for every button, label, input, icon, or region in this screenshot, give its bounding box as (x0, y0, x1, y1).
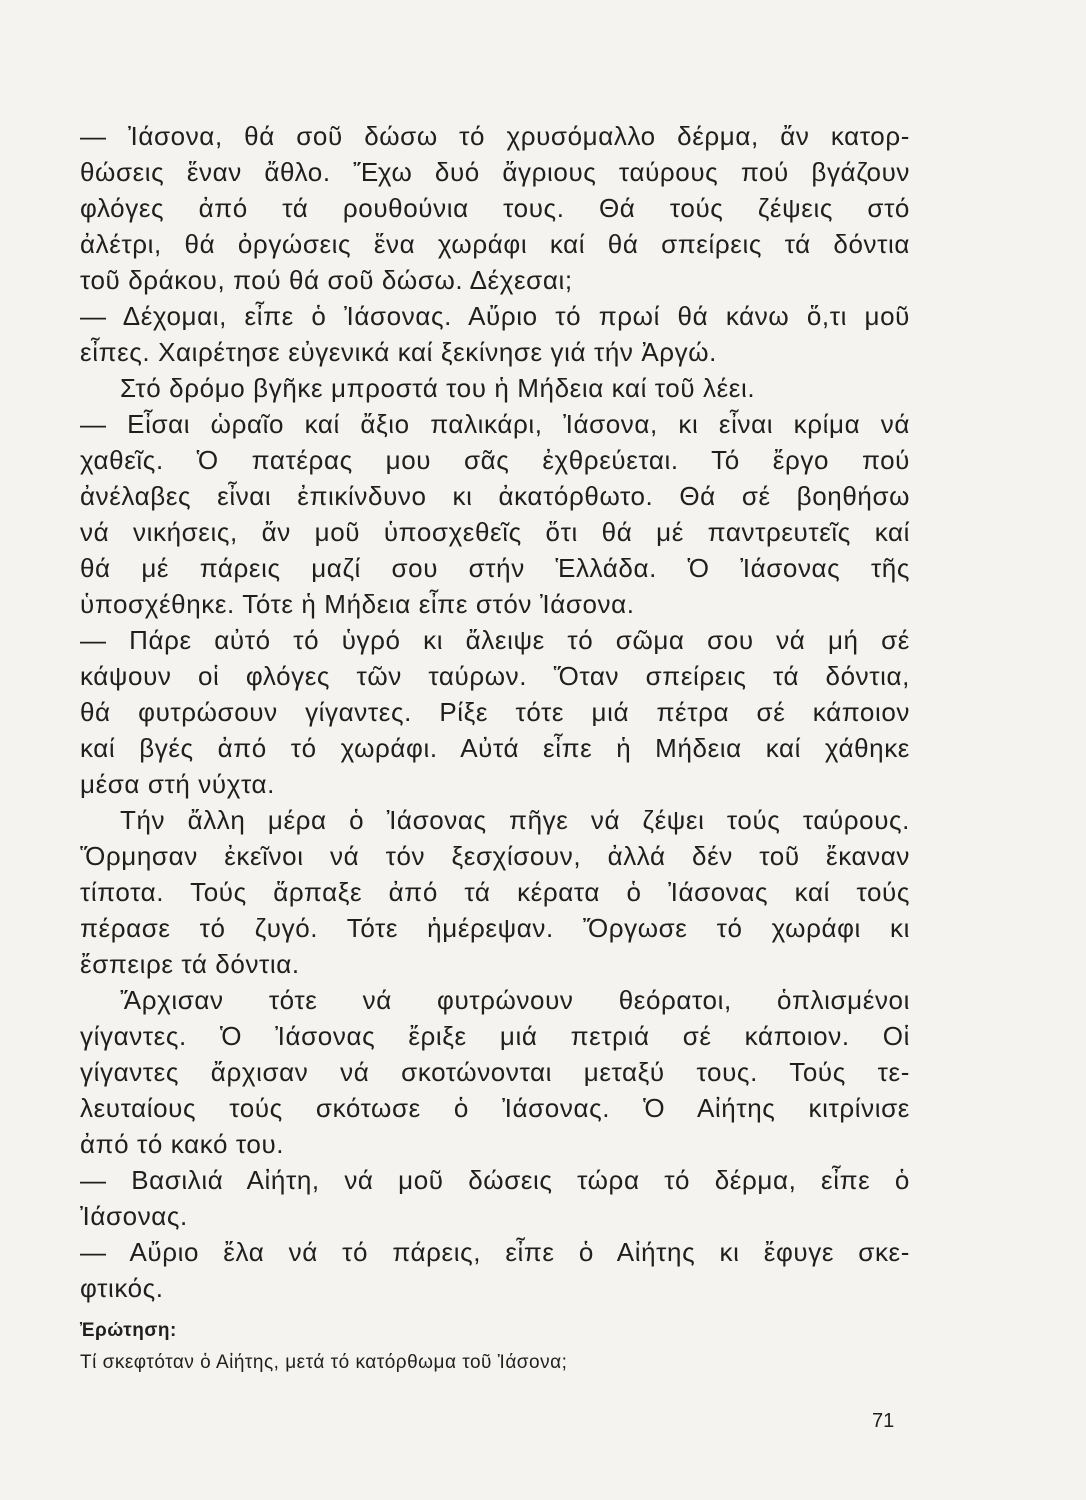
text-line: χαθεῖς. Ὁ πατέρας μου σᾶς ἐχθρεύεται. Τό ἔργο πού (80, 445, 910, 475)
text-line: Ὅρμησαν ἐκεῖνοι νά τόν ξεσχίσουν, ἀλλά δέν τοῦ ἔκαναν (80, 841, 910, 871)
text-line: μέσα στή νύχτα. (80, 769, 275, 799)
text-line: Στό δρόμο βγῆκε μπροστά του ἡ Μήδεια καί τοῦ λέει. (120, 373, 756, 403)
text-line: λευταίους τούς σκότωσε ὁ Ἰάσονας. Ὁ Αἰήτης κιτρίνισε (80, 1093, 910, 1123)
text-line: — Ἰάσονα, θά σοῦ δώσω τό χρυσόμαλλο δέρμα, ἄν κατορ- (80, 121, 910, 151)
text-line: ἀπό τό κακό του. (80, 1129, 285, 1159)
question-label: Ἐρώτηση: (80, 1320, 177, 1341)
page-number: 71 (872, 1410, 895, 1432)
text-line: — Βασιλιά Αἰήτη, νά μοῦ δώσεις τώρα τό δέρμα, εἶπε ὁ (80, 1165, 910, 1195)
text-line: τοῦ δράκου, πού θά σοῦ δώσω. Δέχεσαι; (80, 265, 573, 295)
text-line: — Αὔριο ἔλα νά τό πάρεις, εἶπε ὁ Αἰήτης κι ἔφυγε σκε- (80, 1237, 910, 1267)
text-line: πέρασε τό ζυγό. Τότε ἡμέρεψαν. Ὄργωσε τό χωράφι κι (80, 913, 910, 943)
text-line: θώσεις ἕναν ἄθλο. Ἔχω δυό ἄγριους ταύρους πού βγάζουν (80, 157, 910, 187)
text-line: Τήν ἄλλη μέρα ὁ Ἰάσονας πῆγε νά ζέψει τούς ταύρους. (120, 805, 910, 835)
text-line: — Πάρε αὐτό τό ὑγρό κι ἄλειψε τό σῶμα σου νά μή σέ (80, 625, 910, 655)
text-line: καί βγές ἀπό τό χωράφι. Αὐτά εἶπε ἡ Μήδεια καί χάθηκε (80, 733, 910, 763)
text-line: θά μέ πάρεις μαζί σου στήν Ἑλλάδα. Ὁ Ἰάσονας τῆς (80, 553, 910, 583)
text-line: Ἄρχισαν τότε νά φυτρώνουν θεόρατοι, ὁπλισμένοι (120, 985, 910, 1015)
text-line: κάψουν οἱ φλόγες τῶν ταύρων. Ὅταν σπείρεις τά δόντια, (80, 661, 910, 691)
text-line: νά νικήσεις, ἄν μοῦ ὑποσχεθεῖς ὅτι θά μέ παντρευτεῖς καί (80, 517, 910, 547)
text-line: — Δέχομαι, εἶπε ὁ Ἰάσονας. Αὔριο τό πρωί θά κάνω ὅ,τι μοῦ (80, 301, 910, 331)
text-line: — Εἶσαι ὡραῖο καί ἄξιο παλικάρι, Ἰάσονα, κι εἶναι κρίμα νά (80, 409, 910, 439)
text-line: ὑποσχέθηκε. Τότε ἡ Μήδεια εἶπε στόν Ἰάσονα. (80, 589, 635, 619)
text-line: τίποτα. Τούς ἅρπαξε ἀπό τά κέρατα ὁ Ἰάσονας καί τούς (80, 877, 910, 907)
text-line: ἔσπειρε τά δόντια. (80, 949, 300, 979)
text-line: φλόγες ἀπό τά ρουθούνια τους. Θά τούς ζέψεις στό (80, 193, 910, 223)
text-line: ἀνέλαβες εἶναι ἐπικίνδυνο κι ἀκατόρθωτο. Θά σέ βοηθήσω (80, 481, 910, 511)
text-line: Ἰάσονας. (80, 1201, 188, 1231)
text-line: ἀλέτρι, θά ὀργώσεις ἕνα χωράφι καί θά σπείρεις τά δόντια (80, 229, 910, 259)
text-line: εἶπες. Χαιρέτησε εὐγενικά καί ξεκίνησε γιά τήν Ἀργώ. (80, 337, 717, 367)
text-line: θά φυτρώσουν γίγαντες. Ρίξε τότε μιά πέτρα σέ κάποιον (80, 697, 910, 727)
text-line: γίγαντες. Ὁ Ἰάσονας ἔριξε μιά πετριά σέ κάποιον. Οἱ (80, 1021, 910, 1051)
text-line: γίγαντες ἄρχισαν νά σκοτώνονται μεταξύ τους. Τούς τε- (80, 1057, 910, 1087)
question-text: Τί σκεφτόταν ὁ Αἰήτης, μετά τό κατόρθωμα τοῦ Ἰάσονα; (80, 1352, 568, 1373)
text-line: φτικός. (80, 1273, 164, 1303)
